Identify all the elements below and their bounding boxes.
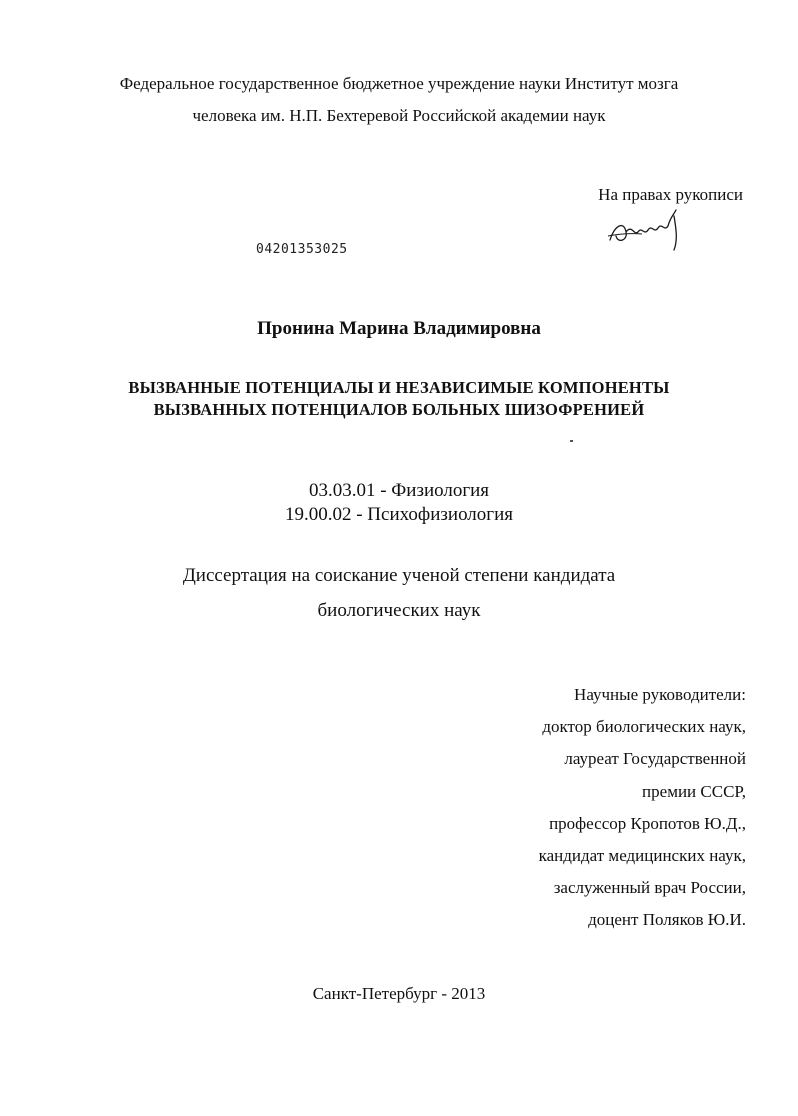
thesis-title-line-2: ВЫЗВАННЫХ ПОТЕНЦИАЛОВ БОЛЬНЫХ ШИЗОФРЕНИЕЙ — [153, 400, 645, 419]
advisors-heading: Научные руководители: — [574, 685, 746, 704]
advisor-line: кандидат медицинских наук, — [538, 846, 746, 865]
advisor-line: заслуженный врач России, — [553, 878, 746, 897]
author-name: Пронина Марина Владимировна — [257, 318, 541, 339]
city-year: Санкт-Петербург - 2013 — [312, 984, 486, 1003]
degree-line-2: биологических наук — [317, 600, 481, 621]
advisor-line: премии СССР, — [642, 782, 746, 801]
institution-line-2: человека им. Н.П. Бехтеревой Российской академии наук — [192, 106, 606, 125]
signature-image — [604, 206, 694, 254]
advisor-line: доцент Поляков Ю.И. — [588, 910, 746, 929]
degree-line-1: Диссертация на соискание ученой степени кандидата — [182, 565, 616, 586]
thesis-title-line-1: ВЫЗВАННЫЕ ПОТЕНЦИАЛЫ И НЕЗАВИСИМЫЕ КОМПОНЕНТЫ — [128, 378, 670, 397]
specialty-2: 19.00.02 - Психофизиология — [284, 504, 513, 525]
specialty-1: 03.03.01 - Физиология — [308, 480, 490, 501]
advisor-line: доктор биологических наук, — [542, 717, 746, 736]
advisor-line: лауреат Государственной — [564, 749, 746, 768]
manuscript-note: На правах рукописи — [598, 185, 743, 204]
speck — [570, 440, 573, 442]
registration-code: 04201353025 — [256, 242, 348, 257]
advisor-line: профессор Кропотов Ю.Д., — [549, 814, 746, 833]
institution-line-1: Федеральное государственное бюджетное учреждение науки Институт мозга — [119, 74, 679, 93]
